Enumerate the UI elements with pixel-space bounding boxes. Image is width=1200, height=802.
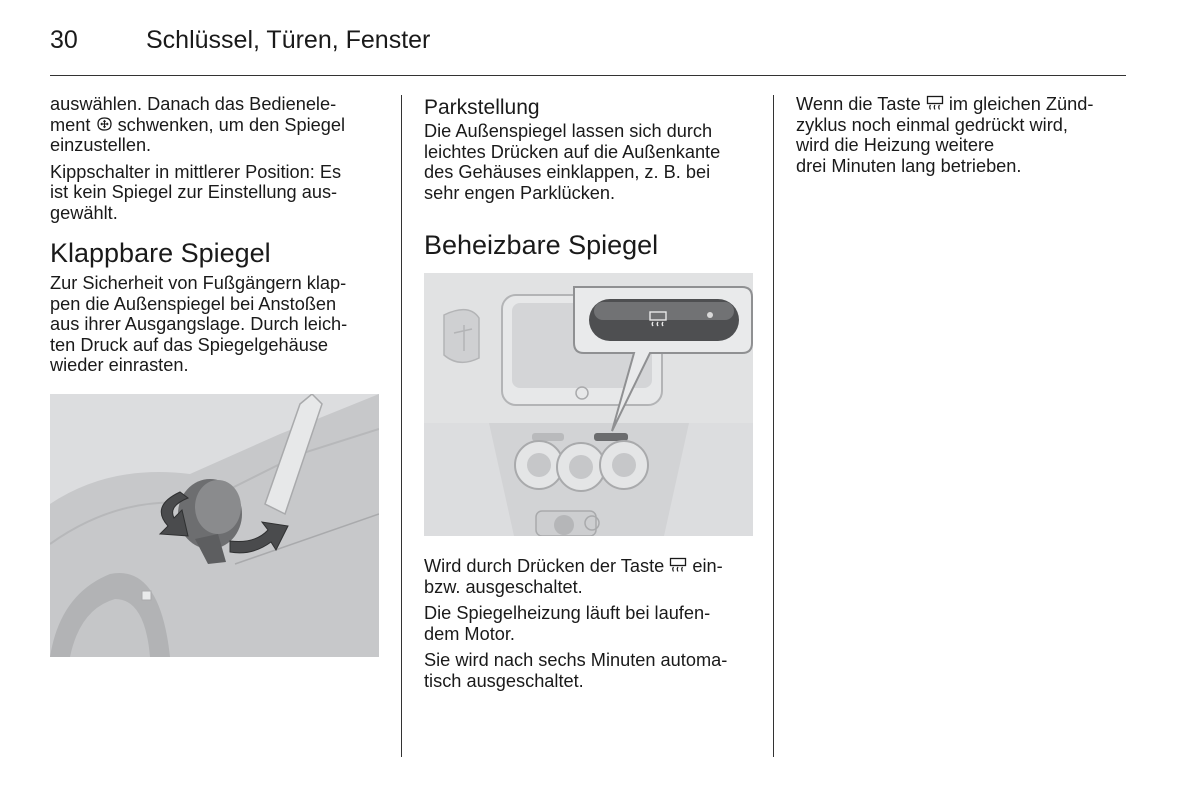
paragraph-switch-middle: Kippschalter in mittlerer Position: Es ist kein Spiegel zur Einstellung aus- gewählt. — [50, 161, 342, 223]
paragraph-park-position: Die Außenspiegel lassen sich durch leichtes Drücken auf die Außenkante des Gehäuses einklappen, z. B. bei sehr engen Parklücken. — [424, 121, 721, 203]
folding-mirror-illustration — [50, 394, 379, 657]
column-right — [796, 94, 1128, 182]
paragraph-heating-repeat: Wenn die Taste im gleichen Zünd- zyklus noch einmal gedrückt wird, wird die Heizung weitere drei Minuten lang betrieben. — [796, 94, 1094, 176]
page-header — [50, 26, 430, 56]
heading-folding-mirrors: Klappbare Spiegel — [50, 238, 271, 268]
column-divider-1 — [401, 95, 402, 757]
mirror-adjust-icon — [96, 116, 113, 133]
column-middle — [424, 94, 754, 697]
paragraph-heating-engine: Die Spiegelheizung läuft bei laufen- dem Motor. — [424, 603, 711, 644]
heated-mirror-button-illustration — [424, 273, 753, 536]
mirror-heating-icon — [926, 95, 944, 112]
subheading-park-position: Parkstellung — [424, 96, 540, 119]
paragraph-heating-toggle: Wird durch Drücken der Taste ein- bzw. ausgeschaltet. — [424, 556, 723, 597]
column-left — [50, 94, 382, 657]
paragraph-folding-mirrors: Zur Sicherheit von Fußgängern klap- pen die Außenspiegel bei Anstoßen aus ihrer Ausgangslage. Durch leich- ten Druck auf das Spiegelgehäuse wieder einrasten. — [50, 273, 348, 375]
paragraph-heating-auto-off: Sie wird nach sechs Minuten automa- tisch ausgeschaltet. — [424, 650, 728, 691]
column-divider-2 — [773, 95, 774, 757]
heading-heated-mirrors: Beheizbare Spiegel — [424, 230, 659, 260]
paragraph-mirror-adjust: auswählen. Danach das Bedienele- ment schwenken, um den Spiegel einzustellen. — [50, 94, 346, 155]
mirror-heating-icon — [669, 557, 687, 574]
header-divider — [50, 75, 1126, 76]
chapter-title: Schlüssel, Türen, Fenster — [146, 26, 431, 54]
page-number: 30 — [50, 26, 78, 54]
